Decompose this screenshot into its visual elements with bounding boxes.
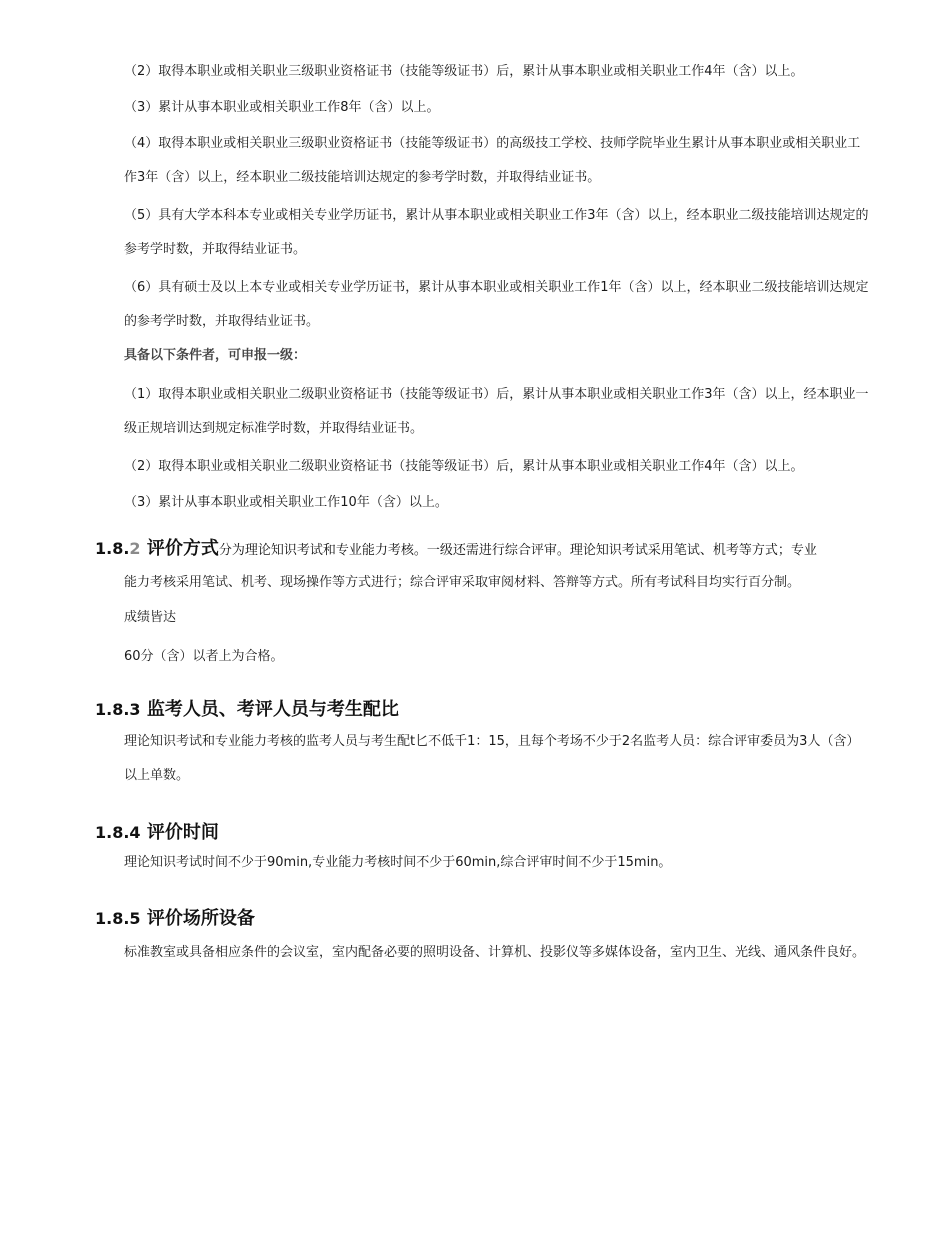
section-number: 1.8.3 [95,700,141,719]
qualification-item: （3）累计从事本职业或相关职业工作10年（含）以上。 [124,495,448,510]
section-body: 能力考核采用笔试、机考、现场操作等方式进行；综合评审采取审阅材料、答辩等方式。所有考试科目均实行百分制。 [124,575,801,590]
section-heading-1-8-5 [95,904,255,930]
section-heading-1-8-2 [95,534,817,560]
section-title: 监考人员、考评人员与考生配比 [146,699,399,720]
qualification-item: （3）累计从事本职业或相关职业工作8年（含）以上。 [124,100,440,115]
section-body: 理论知识考试和专业能力考核的监考人员与考生配t匕不低千1：15，且每个考场不少于2名监考人员：综合评审委员为3人（含）以上单数。 [124,734,860,783]
section-heading-1-8-3 [95,695,399,721]
level1-condition-label: 具备以下条件者，可申报一级： [124,348,307,363]
section-body: 成绩皆达 [124,610,177,625]
section-heading-1-8-4 [95,818,219,844]
qualification-item: （5）具有大学本科本专业或相关专业学历证书，累计从事本职业或相关职业工作3年（含）以上，经本职业二级技能培训达规定的参考学时数，并取得结业证书。 [124,208,869,257]
section-body: 分为理论知识考试和专业能力考核。一级还需进行综合评审。理论知识考试采用笔试、机考等方式；专业 [218,543,817,558]
qualification-item: （1）取得本职业或相关职业二级职业资格证书（技能等级证书）后，累计从事本职业或相关职业工作3年（含）以上，经本职业一级正规培训达到规定标准学时数，并取得结业证书。 [124,387,869,436]
section-number: 1.8.5 [95,909,141,928]
qualification-item: （4）取得本职业或相关职业三级职业资格证书（技能等级证书）的高级技工学校、技师学院毕业生累计从事本职业或相关职业工作3年（含）以上，经本职业二级技能培训达规定的参考学时数，并取得结业证书。 [124,136,861,185]
section-body: 理论知识考试时间不少于90min,专业能力考核时间不少于60min,综合评审时间不少于15min。 [124,855,672,870]
section-title: 评价场所设备 [146,908,255,929]
section-body: 60分（含）以者上为合格。 [124,649,284,664]
section-number: 1.8.2 [95,539,141,558]
qualification-item: （2）取得本职业或相关职业二级职业资格证书（技能等级证书）后，累计从事本职业或相关职业工作4年（含）以上。 [124,459,804,474]
qualification-item: （6）具有硕士及以上本专业或相关专业学历证书，累计从事本职业或相关职业工作1年（含）以上，经本职业二级技能培训达规定的参考学时数，并取得结业证书。 [124,280,869,329]
qualification-item: （2）取得本职业或相关职业三级职业资格证书（技能等级证书）后，累计从事本职业或相关职业工作4年（含）以上。 [124,64,804,79]
section-title: 评价时间 [146,822,219,843]
section-number: 1.8.4 [95,823,141,842]
section-body: 标准教室或具备相应条件的会议室，室内配备必要的照明设备、计算机、投影仪等多媒体设备，室内卫生、光线、通风条件良好。 [124,945,866,960]
section-title: 评价方式 [146,538,219,559]
